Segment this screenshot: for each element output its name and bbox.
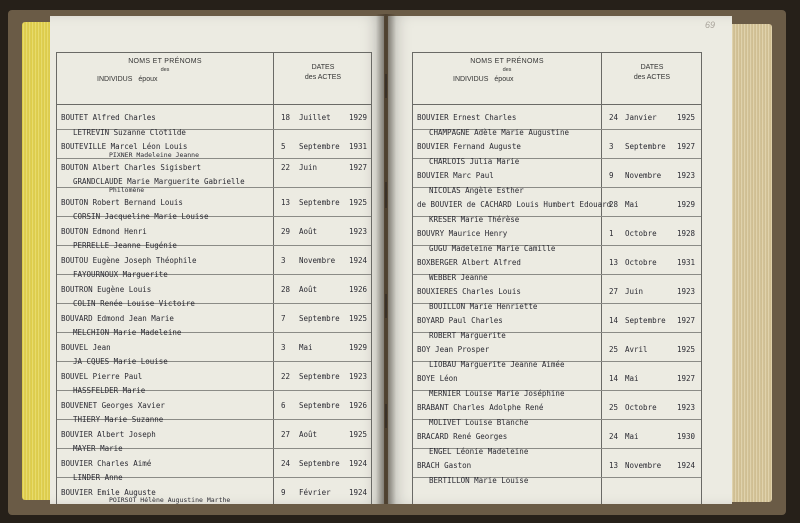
act-date-month: Septembre: [299, 371, 340, 381]
act-date-day: 9: [609, 171, 614, 180]
dates-sub: des ACTES: [633, 74, 671, 81]
act-date-month: Juillet: [299, 113, 331, 122]
act-date-year: 1928: [677, 229, 696, 238]
act-date-year: 1923: [677, 287, 696, 296]
spouse-name: ENGEL Léonie Madeleine: [429, 446, 529, 456]
act-date-day: 18: [281, 113, 291, 122]
individual-name: BRACH Gaston: [417, 461, 472, 470]
act-date-month: Juin: [299, 162, 318, 172]
spouse-name: CHAMPAGNE Adèle Marie Augustine: [429, 127, 569, 137]
spouse-name: BOUILLON Marie Henriette: [429, 301, 538, 311]
names-title: NOMS ET PRÉNOMS: [128, 58, 202, 65]
individual-name: BOYARD Paul Charles: [417, 316, 503, 325]
spouse-name: GRANDCLAUDE Marie Marguerite Gabrielle: [73, 177, 245, 186]
des-label: des: [502, 67, 512, 73]
act-date-year: 1925: [349, 313, 368, 323]
act-date-year: 1930: [677, 432, 696, 441]
individual-name: BOUVIER Charles Aimé: [61, 458, 152, 468]
epoux-label: époux: [138, 76, 158, 83]
act-date-month: Octobre: [625, 403, 657, 412]
act-date-day: 13: [609, 258, 619, 267]
individual-name: BOUVIER Fernand Auguste: [417, 142, 521, 151]
act-date-month: Août: [299, 284, 318, 294]
act-date-month: Octobre: [625, 229, 657, 238]
act-date-day: 9: [281, 487, 286, 497]
spouse-name: GUGU Madeleine Marie Camille: [429, 243, 556, 253]
act-date-day: 1: [609, 229, 614, 238]
act-date-day: 6: [281, 400, 286, 410]
act-date-day: 7: [281, 313, 286, 323]
spouse-name: POIRSOT Hélène Augustine Marthe: [109, 496, 231, 504]
act-date-day: 27: [281, 429, 291, 439]
act-date-month: Août: [299, 429, 318, 439]
act-date-day: 22: [281, 162, 291, 172]
right-dates-header: [601, 63, 703, 83]
individus-label: INDIVIDUS: [97, 76, 133, 83]
left-dates-header: [273, 63, 373, 83]
act-date-year: 1925: [349, 429, 368, 439]
act-date-month: Février: [299, 487, 331, 497]
act-date-month: Janvier: [625, 113, 657, 122]
individual-name: BOUVIER Emile Auguste: [61, 487, 156, 497]
right-date-column-divider: [601, 53, 602, 504]
act-date-day: 14: [609, 374, 619, 383]
act-date-month: Mai: [299, 342, 313, 352]
act-date-year: 1931: [349, 142, 368, 151]
act-date-day: 27: [609, 287, 619, 296]
ruled-line: [57, 187, 371, 188]
act-date-year: 1924: [349, 255, 368, 265]
act-date-day: 24: [609, 432, 619, 441]
act-date-day: 29: [281, 226, 291, 236]
act-date-year: 1931: [677, 258, 696, 267]
act-date-day: 3: [281, 255, 286, 265]
act-date-day: 24: [609, 113, 619, 122]
act-date-month: Août: [299, 226, 318, 236]
right-page: [388, 16, 732, 504]
act-date-year: 1929: [349, 113, 368, 122]
act-date-day: 13: [281, 197, 291, 207]
individual-name: BRABANT Charles Adolphe René: [417, 403, 544, 412]
act-date-day: 28: [609, 200, 619, 209]
act-date-day: 3: [281, 342, 286, 352]
act-date-month: Novembre: [625, 461, 662, 470]
spouse-name: COLIN Renée Louise Victoire: [73, 299, 195, 308]
individual-name: BRACARD René Georges: [417, 432, 508, 441]
pencil-page-number: 69: [705, 20, 716, 30]
spouse-name: MERNIER Louise Marie Joséphine: [429, 388, 565, 398]
spouse-name: ROBERT Marguerite: [429, 330, 506, 340]
act-date-year: 1926: [349, 284, 368, 294]
page-edges-right: [728, 24, 772, 502]
spouse-name: BERTILLON Marie Louise: [429, 475, 529, 485]
binding-stitch: [385, 182, 387, 208]
individual-name: de BOUVIER de CACHARD Louis Humbert Edouard: [417, 200, 612, 209]
act-date-month: Octobre: [625, 258, 657, 267]
act-date-month: Septembre: [625, 316, 666, 325]
act-date-year: 1929: [349, 342, 368, 352]
act-date-year: 1923: [677, 403, 696, 412]
act-date-month: Mai: [625, 432, 639, 441]
act-date-day: 13: [609, 461, 619, 470]
right-register-table: [412, 52, 702, 504]
spouse-name: FAYOURNOUX Marguerite: [73, 270, 168, 279]
act-date-month: Novembre: [299, 255, 336, 265]
spouse-name: PIXNER Madeleine Jeanne: [109, 150, 200, 159]
act-date-day: 24: [281, 458, 291, 468]
binding-stitch: [385, 74, 387, 98]
epoux-label: époux: [494, 76, 514, 83]
act-date-year: 1927: [349, 162, 368, 172]
act-date-year: 1925: [349, 197, 368, 207]
spouse-name: WEBBER Jeanne: [429, 272, 488, 282]
spouse-name: JA CQUES Marie Louise: [73, 357, 168, 366]
spouse-name: NICOLAS Angèle Esther: [429, 185, 524, 195]
act-date-month: Juin: [625, 287, 644, 296]
act-date-year: 1923: [349, 371, 368, 381]
act-date-year: 1924: [349, 487, 368, 497]
left-register-table: [56, 52, 372, 504]
individual-name: BOUTON Albert Charles Sigisbert: [61, 162, 201, 172]
individual-name: BOUVEL Jean: [61, 342, 111, 352]
individual-name: BOYE Léon: [417, 374, 458, 383]
individual-name: BOUVARD Edmond Jean Marie: [61, 313, 174, 323]
individual-name: BOUTOU Eugène Joseph Théophile: [61, 255, 197, 265]
binding-stitch: [385, 404, 387, 428]
act-date-year: 1926: [349, 400, 368, 410]
act-date-year: 1927: [677, 374, 696, 383]
individual-name: BOUVIER Albert Joseph: [61, 429, 156, 439]
spouse-name: MAYER Marie: [73, 444, 123, 453]
left-names-header: [57, 57, 273, 84]
act-date-year: 1927: [677, 142, 696, 151]
ruled-line: [57, 158, 371, 159]
individual-name: BOUVENET Georges Xavier: [61, 400, 165, 410]
individual-name: BOXBERGER Albert Alfred: [417, 258, 521, 267]
act-date-year: 1924: [349, 458, 368, 468]
spouse-name: KRESER Marie Thérèse: [429, 214, 520, 224]
spouse-name: LINDER Anne: [73, 473, 123, 482]
spouse-name: PERRELLE Jeanne Eugénie: [73, 241, 177, 250]
individual-name: BOUVIER Ernest Charles: [417, 113, 517, 122]
spouse-name: CORSIN Jacqueline Marie Louise: [73, 212, 209, 221]
act-date-day: 25: [609, 403, 619, 412]
act-date-month: Avril: [625, 345, 648, 354]
spouse-name: MELCHION Marie Madeleine: [73, 328, 182, 337]
act-date-year: 1929: [677, 200, 696, 209]
right-names-header: [413, 57, 601, 84]
dates-sub: des ACTES: [304, 74, 342, 81]
spouse-name: CHARLOIS Julia Marie: [429, 156, 520, 166]
spouse-name: THIERY Marie Suzanne: [73, 415, 164, 424]
names-title: NOMS ET PRÉNOMS: [470, 58, 544, 65]
act-date-year: 1927: [677, 316, 696, 325]
dates-title: DATES: [311, 64, 335, 71]
act-date-day: 25: [609, 345, 619, 354]
individual-name: BOUTON Edmond Henri: [61, 226, 147, 236]
des-label: des: [160, 67, 170, 73]
act-date-day: 28: [281, 284, 291, 294]
individual-name: BOUVEL Pierre Paul: [61, 371, 143, 381]
individual-name: BOUVRY Maurice Henry: [417, 229, 508, 238]
act-date-month: Septembre: [625, 142, 666, 151]
act-date-year: 1923: [677, 171, 696, 180]
spouse-name: LIOBAU Marguerite Jeanne Aimée: [429, 359, 565, 369]
individual-name: BOUVIER Marc Paul: [417, 171, 494, 180]
individual-name: BOUXIERES Charles Louis: [417, 287, 521, 296]
act-date-day: 14: [609, 316, 619, 325]
individual-name: BOY Jean Prosper: [417, 345, 490, 354]
act-date-month: Septembre: [299, 142, 340, 151]
act-date-day: 22: [281, 371, 291, 381]
act-date-year: 1925: [677, 113, 696, 122]
act-date-month: Septembre: [299, 400, 340, 410]
act-date-month: Novembre: [625, 171, 662, 180]
spouse-name: LETREVIN Suzanne Clotilde: [73, 127, 186, 137]
act-date-year: 1924: [677, 461, 696, 470]
binding-stitch: [385, 294, 387, 318]
spouse-name: Philomène: [109, 185, 145, 194]
left-date-column-divider: [273, 53, 274, 504]
act-date-year: 1923: [349, 226, 368, 236]
act-date-month: Mai: [625, 200, 639, 209]
left-page: [50, 16, 384, 504]
dates-title: DATES: [640, 64, 664, 71]
individus-label: INDIVIDUS: [453, 76, 489, 83]
act-date-month: Septembre: [299, 313, 340, 323]
act-date-month: Septembre: [299, 458, 340, 468]
act-date-day: 3: [609, 142, 614, 151]
act-date-year: 1925: [677, 345, 696, 354]
act-date-month: Mai: [625, 374, 639, 383]
act-date-day: 5: [281, 142, 286, 151]
act-date-month: Septembre: [299, 197, 340, 207]
individual-name: BOUTON Robert Bernand Louis: [61, 197, 183, 207]
spouse-name: MOLIVET Louise Blanche: [429, 417, 529, 427]
individual-name: BOUTRON Eugène Louis: [61, 284, 152, 294]
individual-name: BOUTET Alfred Charles: [61, 113, 156, 122]
individual-name: BOUTEVILLE Marcel Léon Louis: [61, 142, 188, 151]
spouse-name: HASSFELDER Marie: [73, 386, 146, 395]
